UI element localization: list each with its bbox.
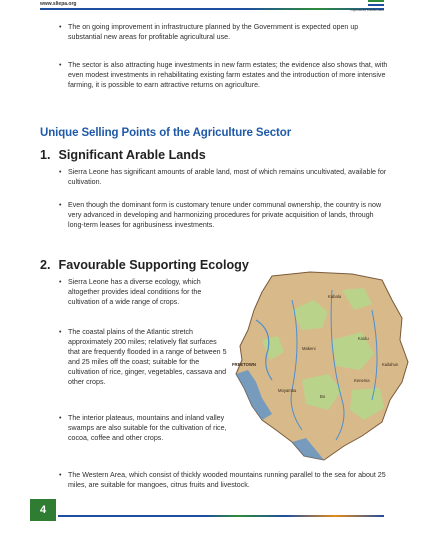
sierra-leone-map [232,270,414,470]
bullet-dot: • [59,23,62,31]
map-label: Kailahun [382,362,399,367]
point1-bullet [59,200,390,230]
intro-bullet [59,22,380,42]
bullet-dot: • [59,168,62,176]
point1-heading [40,148,206,162]
point2-heading [40,258,249,272]
page-header [0,0,422,14]
map-label: Kabala [328,294,342,299]
header-rule [40,8,384,10]
bullet-dot: • [59,278,62,286]
map-label: Bo [320,394,326,399]
intro-bullet [59,60,388,90]
logo-icon [368,0,384,6]
point2-title: Favourable Supporting Ecology [58,258,249,272]
section-title: Unique Selling Points of the Agriculture Sector [40,127,292,139]
map-label: Makeni [302,346,316,351]
bullet-dot: • [59,414,62,422]
bullet-text: Even though the dominant form is customary tenure under communal ownership, the country is now very advanced in developing and harmonizing procedures for private acquisition of lands, through long-term leases for agribusiness investments. [68,201,382,229]
point2-number: 2. [40,258,51,272]
page-number: 4 [30,499,56,521]
bullet-dot: • [59,201,62,209]
map-label: Moyamba [278,388,297,393]
point1-number: 1. [40,148,51,162]
footer-rule [58,515,384,517]
bullet-dot: • [59,471,62,479]
point1-title: Significant Arable Lands [58,148,206,162]
bullet-text: Sierra Leone has significant amounts of arable land, most of which remains uncultivated, available for cultivation. [68,168,387,186]
bullet-text: The on going improvement in infrastructure planned by the Government is expected open up substantial new areas for profitable agricultural use. [68,23,359,41]
point2-bullet [59,277,228,307]
bullet-text: The Western Area, which consist of thickly wooded mountains running parallel to the sea for about 25 miles, are suitable for mangoes, citrus fruits and livestock. [68,471,386,489]
point2-bullet [59,327,230,387]
bullet-text: The sector is also attracting huge investments in new farm estates; the evidence also shows that, with even modest investments in rehabilitating existing farm estates and the introduction of more intensive farming, it is possible to earn attractive returns on agriculture. [68,61,388,89]
bullet-dot: • [59,61,62,69]
map-label: FREETOWN [232,362,256,367]
header-tagline: Opportunity Knocks Here [350,8,384,12]
point2-bullet [59,470,388,490]
map-label: Koidu [358,336,369,341]
bullet-text: Sierra Leone has a diverse ecology, which altogether provides ideal conditions for the cultivation of a wide range of crops. [68,278,202,306]
bullet-dot: • [59,328,62,336]
point1-bullet [59,167,388,187]
website-url: www.sliepa.org [40,1,77,7]
point2-bullet [59,413,228,443]
bullet-text: The coastal plains of the Atlantic stretch approximately 200 miles; relatively flat surfaces that are frequently flooded in a range of between 5 and 25 miles off the coast; suitable for the cultivation of rice, ginger, vegetables, cassava and other crops. [68,328,227,386]
map-label: Kenema [354,378,370,383]
bullet-text: The interior plateaus, mountains and inland valley swamps are also suitable for the cultivation of rice, cocoa, coffee and other crops. [68,414,227,442]
